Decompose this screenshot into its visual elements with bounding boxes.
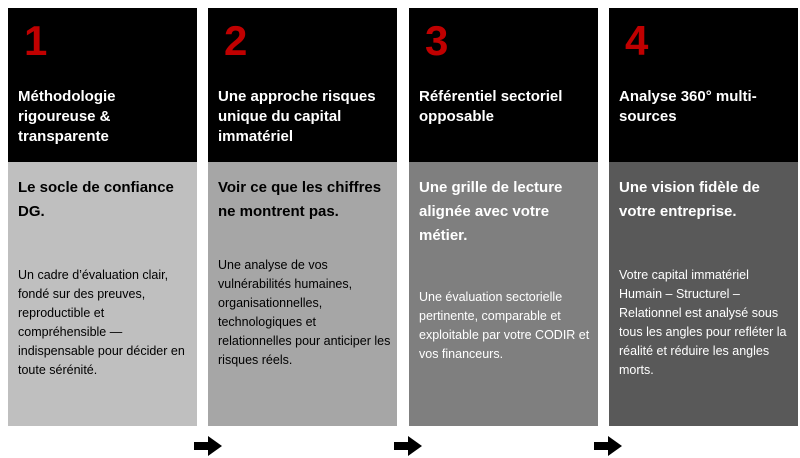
arrow-right-icon <box>594 436 622 456</box>
step-description: Une analyse de vos vulnérabilités humaines, organisationnelles, technologiques et relationnelles pour anticiper les risques réels. <box>218 258 391 367</box>
step-number: 1 <box>24 17 48 64</box>
step-header <box>409 8 598 162</box>
step-description: Une évaluation sectorielle pertinente, comparable et exploitable par votre CODIR et vos financeurs. <box>419 290 590 361</box>
step-body <box>609 162 798 426</box>
step-title: Analyse 360° multi-sources <box>619 88 757 125</box>
step-body <box>8 162 197 426</box>
step-description: Un cadre d’évaluation clair, fondé sur des preuves, reproductible et compréhensible — indispensable pour décider en toute sérénité. <box>18 268 185 377</box>
step-card-3 <box>409 8 598 426</box>
step-title: Une approche risques unique du capital immatériel <box>218 88 376 145</box>
step-lead: Voir ce que les chiffres ne montrent pas. <box>218 179 382 220</box>
step-card-2 <box>208 8 397 426</box>
step-body <box>409 162 598 426</box>
step-lead: Une vision fidèle de votre entreprise. <box>619 179 760 220</box>
step-lead: Le socle de confiance DG. <box>18 179 174 220</box>
step-lead: Une grille de lecture alignée avec votre métier. <box>419 179 563 244</box>
arrow-right-icon <box>394 436 422 456</box>
step-header <box>8 8 197 162</box>
step-card-4 <box>609 8 798 426</box>
arrow-right-icon <box>194 436 222 456</box>
step-header <box>208 8 397 162</box>
step-header <box>609 8 798 162</box>
step-card-1 <box>8 8 197 426</box>
step-description: Votre capital immatériel Humain – Structurel – Relationnel est analysé sous tous les angles pour refléter la réalité et réduire les angles morts. <box>619 268 787 377</box>
step-body <box>208 162 397 426</box>
step-title: Méthodologie rigoureuse & transparente <box>18 88 116 145</box>
step-number: 2 <box>224 17 248 64</box>
step-title: Référentiel sectoriel opposable <box>419 88 563 125</box>
step-number: 3 <box>425 17 449 64</box>
step-number: 4 <box>625 17 649 64</box>
